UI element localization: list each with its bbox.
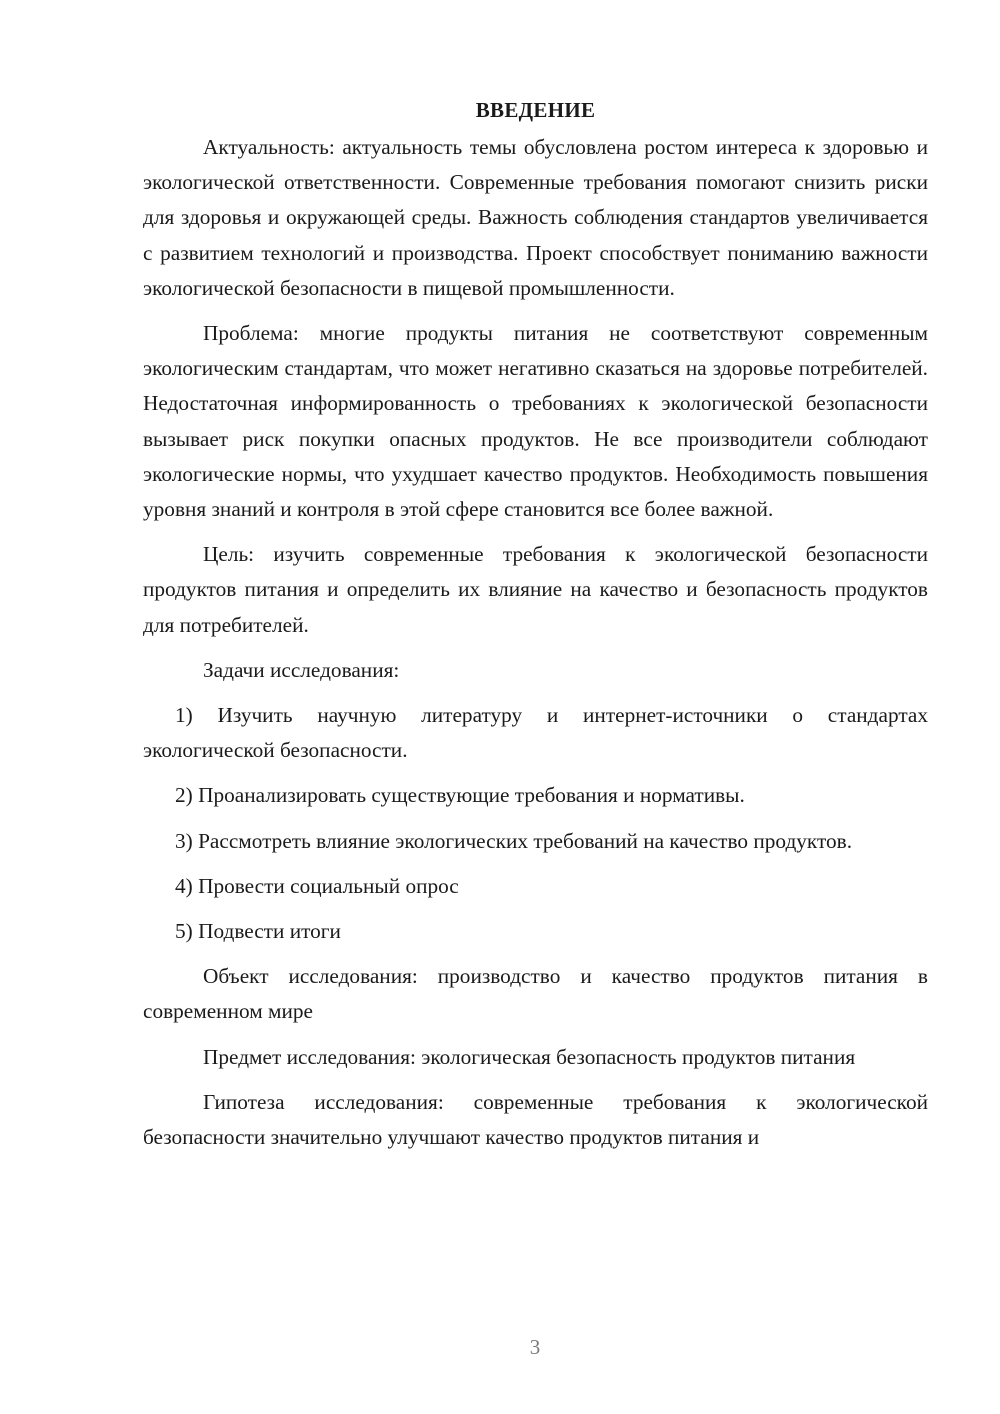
goal-paragraph: Цель: изучить современные требования к экологической безопасности продуктов питания и определить их влияние на качество и безопасность продуктов для потребителей. bbox=[143, 542, 928, 637]
research-subject-paragraph: Предмет исследования: экологическая безопасность продуктов питания bbox=[203, 1044, 856, 1069]
task-item: 5) Подвести итоги bbox=[175, 919, 341, 944]
task-item: 2) Проанализировать существующие требования и нормативы. bbox=[175, 783, 745, 808]
relevance-paragraph: Актуальность: актуальность темы обусловлена ростом интереса к здоровью и экологической ответственности. Современные требования помогают снизить риски для здоровья и окружающей среды. Важность соблюдения стандартов увеличивается с развитием технологий и производства. Проект способствует пониманию важности экологической безопасности в пищевой промышленности. bbox=[143, 135, 928, 300]
task-item: 4) Провести социальный опрос bbox=[175, 873, 459, 898]
hypothesis-paragraph: Гипотеза исследования: современные требования к экологической безопасности значительно улучшают качество продуктов питания и bbox=[143, 1089, 928, 1150]
task-item: 3) Рассмотреть влияние экологических требований на качество продуктов. bbox=[175, 828, 853, 853]
task-item: 1) Изучить научную литературу и интернет-источники о стандартах экологической безопасности. bbox=[143, 703, 928, 763]
problem-paragraph: Проблема: многие продукты питания не соответствуют современным экологическим стандартам, что может негативно сказаться на здоровье потребителей. Недостаточная информированность о требованиях к экологической безопасности вызывает риск покупки опасных продуктов. Не все производители соблюдают экологические нормы, что ухудшает качество продуктов. Необходимость повышения уровня знаний и контроля в этой сфере становится все более важной. bbox=[143, 321, 928, 522]
section-title: ВВЕДЕНИЕ bbox=[475, 98, 596, 122]
page-number: 3 bbox=[529, 1335, 541, 1359]
research-object-paragraph: Объект исследования: производство и качество продуктов питания в современном мире bbox=[143, 964, 928, 1024]
tasks-heading: Задачи исследования: bbox=[203, 657, 400, 682]
page-content bbox=[143, 96, 928, 1165]
